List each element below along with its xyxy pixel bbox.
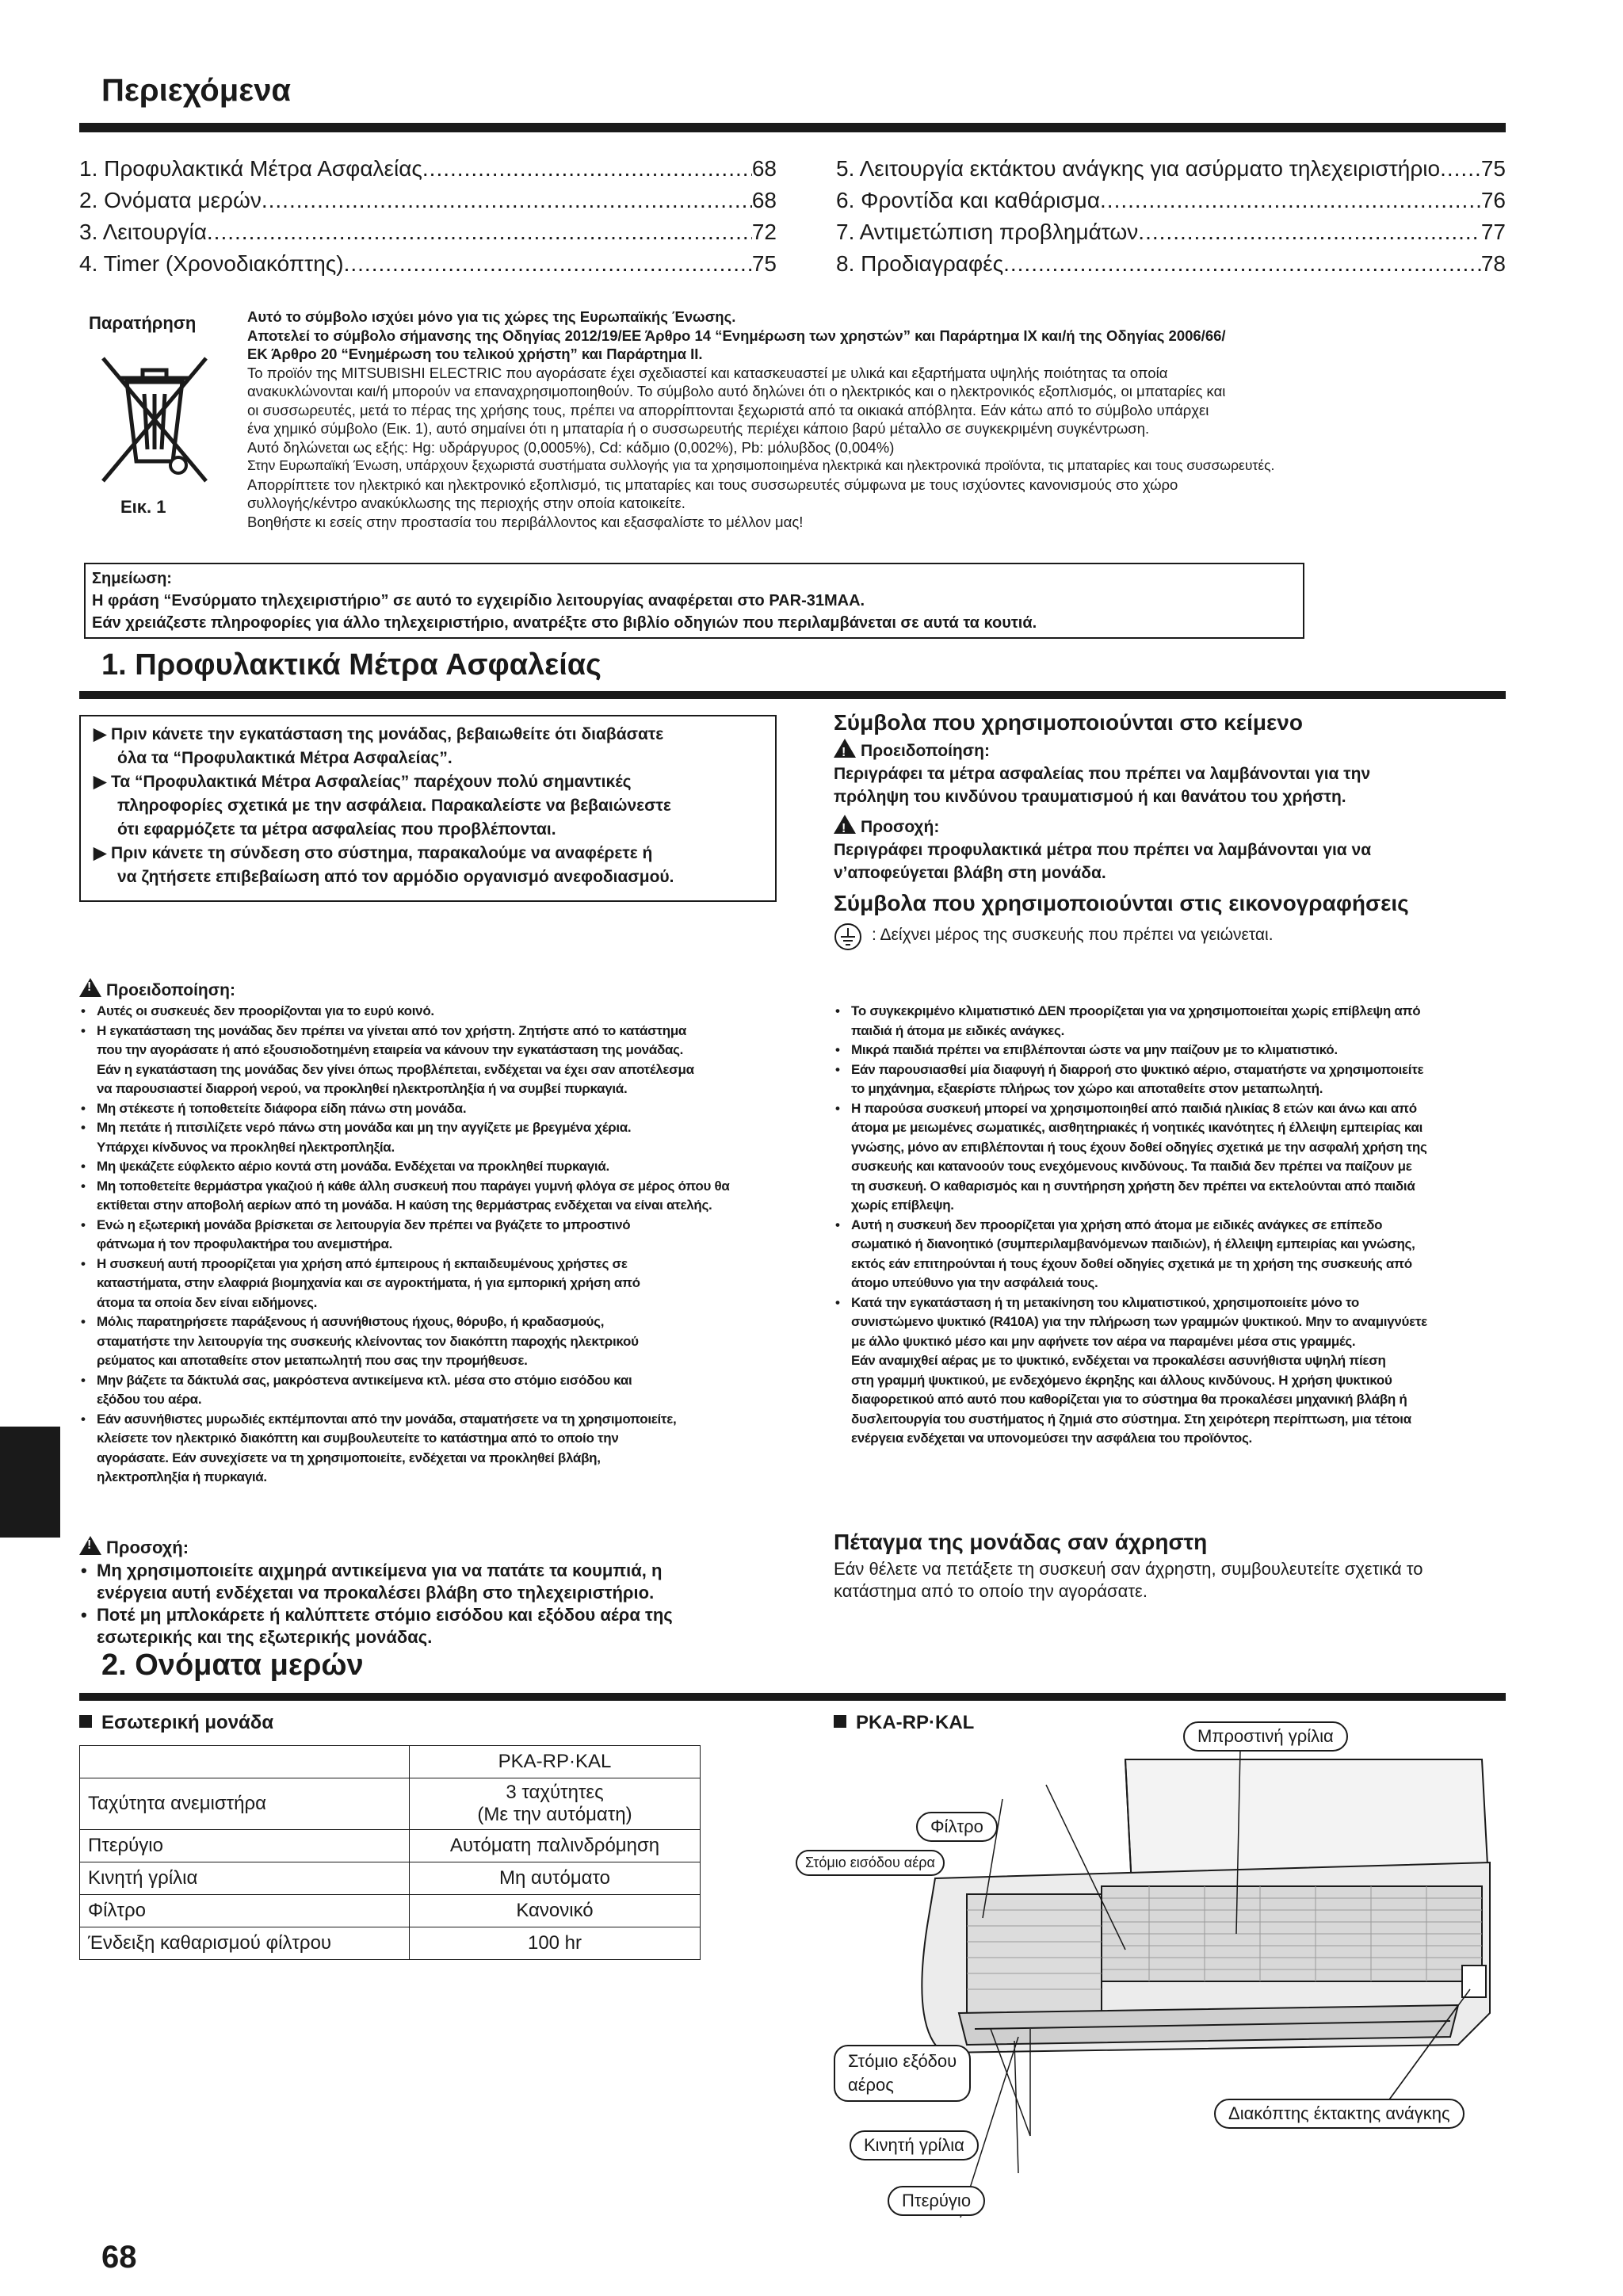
table-cell: Πτερύγιο bbox=[80, 1830, 410, 1862]
safety-box-line: ▶ Τα “Προφυλακτικά Μέτρα Ασφαλείας” παρέχουν πολύ σημαντικές bbox=[94, 773, 632, 791]
list-item-line: συσκευής και κατανοούν τους ενεχόμενους κινδύνους. Τα παιδιά δεν πρέπει να παίζουν με bbox=[851, 1159, 1412, 1174]
toc-item-page: 72 bbox=[751, 220, 777, 244]
list-item-line: • Μη τοποθετείτε θερμάστρα γκαζιού ή κάθε άλλη συσκευή που παράγει γυμνή φλόγα σε μέρος όπου θα bbox=[97, 1178, 730, 1194]
list-item-line: • Εάν ασυνήθιστες μυρωδιές εκπέμπονται από την μονάδα, σταματήσετε να τη χρησιμοποιείτε, bbox=[97, 1411, 677, 1427]
table-cell: Μη αυτόματο bbox=[410, 1862, 701, 1895]
toc-item-page: 76 bbox=[1480, 188, 1506, 212]
list-item bbox=[79, 1371, 808, 1410]
list-item bbox=[834, 1216, 1515, 1293]
toc-item-page: 68 bbox=[751, 188, 777, 212]
table-row bbox=[80, 1778, 701, 1830]
table-cell: 3 ταχύτητες (Με την αυτόματη) bbox=[410, 1778, 701, 1830]
callout-movable-grille: Κινητή γρίλια bbox=[850, 2130, 979, 2160]
list-item bbox=[79, 1177, 808, 1216]
safety-box-line: ▶ Πριν κάνετε τη σύνδεση στο σύστημα, παρακαλούμε να αναφέρετε ή bbox=[94, 844, 653, 862]
toc-leader bbox=[1138, 216, 1481, 248]
list-item-line: γνώσης, μόνο αν επιβλέπονται ή τους έχουν δοθεί οδηγίες σχετικά με την ασφαλή χρήση της bbox=[851, 1139, 1427, 1155]
warnings-left bbox=[79, 1002, 808, 1488]
toc-leader bbox=[422, 153, 752, 185]
toc-leader bbox=[262, 185, 752, 216]
table-row bbox=[80, 1746, 701, 1778]
title-rule bbox=[79, 123, 1506, 132]
page-number: 68 bbox=[101, 2240, 137, 2275]
section-1-title: 1. Προφυλακτικά Μέτρα Ασφαλείας bbox=[101, 648, 601, 682]
weee-line: Το προϊόν της MITSUBISHI ELECTRIC που αγοράσατε έχει σχεδιαστεί και κατασκευαστεί με υλικά και εξαρτήματα υψηλής ποιότητας τα οποία bbox=[247, 364, 1168, 381]
disposal-title: Πέταγμα της μονάδας σαν άχρηστη bbox=[834, 1530, 1208, 1554]
list-item-line: • Ποτέ μη μπλοκάρετε ή καλύπτετε στόμιο εισόδου και εξόδου αέρα της bbox=[97, 1605, 673, 1625]
weee-line: Βοηθήστε κι εσείς στην προστασία του περιβάλλοντος και εξασφαλίστε το μέλλον μας! bbox=[247, 513, 804, 530]
list-item-line: ενέργεια αυτή ενδέχεται να προκαλέσει βλάβη στο τηλεχειριστήριο. bbox=[97, 1583, 655, 1603]
list-item-line: • Αυτές οι συσκευές δεν προορίζονται για το ευρύ κοινό. bbox=[97, 1003, 434, 1018]
warnings-label: Προειδοποίηση: bbox=[106, 981, 235, 999]
list-item bbox=[79, 1118, 808, 1157]
list-item bbox=[79, 1022, 808, 1099]
toc-item[interactable] bbox=[79, 153, 777, 185]
list-item-line: • Μόλις παρατηρήσετε παράξενους ή ασυνήθιστους ήχους, θόρυβο, ή κραδασμούς, bbox=[97, 1314, 605, 1329]
list-item-line: αγοράσατε. Εάν συνεχίσετε να τη χρησιμοποιείτε, ενδέχεται να προκληθεί βλάβη, bbox=[97, 1450, 601, 1465]
note-text bbox=[92, 567, 1037, 634]
list-item bbox=[834, 1041, 1515, 1060]
list-item-line: • Η συσκευή αυτή προορίζεται για χρήση από έμπειρους ή εκπαιδευμένους χρήστες σε bbox=[97, 1255, 628, 1271]
weee-line: Απορρίπτετε τον ηλεκτρικό και ηλεκτρονικό εξοπλισμό, τις μπαταρίες και τους συσσωρευτές σύμφωνα με τους ισχύοντες κανονισμούς στο χώρο bbox=[247, 476, 1178, 493]
weee-bin-icon bbox=[95, 342, 214, 485]
toc-item[interactable] bbox=[79, 216, 777, 248]
callout-front-grille: Μπροστινή γρίλια bbox=[1183, 1721, 1348, 1752]
list-item-line: • Η παρούσα συσκευή μπορεί να χρησιμοποιηθεί από παιδιά ηλικίας 8 ετών και άνω και από bbox=[851, 1100, 1417, 1116]
warning-desc-2: πρόληψη του κινδύνου τραυματισμού ή και θανάτου του χρήστη. bbox=[834, 788, 1346, 806]
toc-item-label: 6. Φροντίδα και καθάρισμα bbox=[836, 188, 1101, 212]
list-item-line: εσωτερικής και της εξωτερικής μονάδας. bbox=[97, 1627, 433, 1647]
list-item bbox=[834, 1002, 1515, 1041]
list-item-line: φάτνωμα ή τον προφυλακτήρα του ανεμιστήρα. bbox=[97, 1236, 393, 1251]
list-item-line: σταματήστε την λειτουργία της συσκευής κλείνοντας τον διακόπτη παροχής ηλεκτρικού bbox=[97, 1333, 639, 1349]
weee-line: οι συσσωρευτές, μετά το πέρας της χρήσης τους, πρέπει να απορρίπτονται ξεχωριστά από τα οικιακά απόβλητα. Εάν κάτω από το σύμβολο υπάρχει bbox=[247, 401, 1209, 418]
caution-list bbox=[79, 1560, 792, 1648]
toc-item[interactable] bbox=[836, 153, 1506, 185]
list-item-line: στη γραμμή ψυκτικού, με ενδεχόμενο έκρηξης και άλλους κινδύνους. Η χρήση ψυκτικού bbox=[851, 1372, 1392, 1388]
list-item-line: δυσλειτουργία του συστήματος ή ζημιά στο σύστημα. Στη χειρότερη περίπτωση, μια τέτοια bbox=[851, 1411, 1411, 1427]
toc-left bbox=[79, 153, 777, 280]
list-item bbox=[79, 1560, 792, 1604]
toc-leader bbox=[207, 216, 752, 248]
disposal-line-1: Εάν θέλετε να πετάξετε τη συσκευή σαν άχρηστη, συμβουλευτείτε σχετικά το bbox=[834, 1559, 1423, 1579]
list-item-line: • Μη ψεκάζετε εύφλεκτο αέριο κοντά στη μονάδα. Ενδέχεται να προκληθεί πυρκαγιά. bbox=[97, 1159, 609, 1174]
toc-item-page: 78 bbox=[1480, 251, 1506, 276]
list-item-line: • Μη στέκεστε ή τοποθετείτε διάφορα είδη πάνω στη μονάδα. bbox=[97, 1100, 467, 1116]
list-item-line: διαφορετικού από αυτό που καθορίζεται για το σύστημα θα προκαλέσει μηχανική βλάβη ή bbox=[851, 1392, 1407, 1407]
section-1-rule bbox=[79, 691, 1506, 699]
list-item-line: Εάν η εγκατάσταση της μονάδας δεν γίνει όπως προβλέπεται, ενδέχεται να έχει σαν αποτέλεσμα bbox=[97, 1061, 694, 1077]
warning-triangle-icon bbox=[834, 739, 856, 758]
bullet-list bbox=[834, 1002, 1515, 1449]
table-cell: Κανονικό bbox=[410, 1895, 701, 1927]
list-item-line: συνιστώμενο ψυκτικό (R410A) για την πλήρωση των γραμμών ψυκτικού. Μην το αναμιγνύετε bbox=[851, 1314, 1427, 1329]
toc-item-label: 7. Αντιμετώπιση προβλημάτων bbox=[836, 220, 1139, 244]
list-item-line: παιδιά ή άτομα με ειδικές ανάγκες. bbox=[851, 1022, 1065, 1038]
toc-item[interactable] bbox=[79, 248, 777, 280]
toc-item-label: 1. Προφυλακτικά Μέτρα Ασφαλείας bbox=[79, 156, 422, 181]
table-cell: Ένδειξη καθαρισμού φίλτρου bbox=[80, 1927, 410, 1960]
toc-leader bbox=[1003, 248, 1481, 280]
note-line-1: Η φράση “Ενσύρματο τηλεχειριστήριο” σε αυτό το εγχειρίδιο λειτουργίας αναφέρεται στο PAR-31MAA. bbox=[92, 592, 865, 609]
caution-desc-2: ν’αποφεύγεται βλάβη στη μονάδα. bbox=[834, 864, 1106, 882]
weee-line: Αυτό δηλώνεται ως εξής: Hg: υδράργυρος (0,0005%), Cd: κάδμιο (0,002%), Pb: μόλυβδος (0,004%) bbox=[247, 438, 895, 456]
warning-label: Προειδοποίηση: bbox=[861, 742, 990, 760]
weee-line: ανακυκλώνονται και/ή μπορούν να επαναχρησιμοποιηθούν. Το σύμβολο αυτό δηλώνει ότι ο ηλεκτρικός και ο ηλεκτρονικός εξοπλισμός, οι μπαταρίες και bbox=[247, 383, 1226, 399]
toc-item-label: 2. Ονόματα μερών bbox=[79, 188, 262, 212]
caution-label-row bbox=[79, 1536, 189, 1558]
disposal-text bbox=[834, 1558, 1423, 1603]
toc-item-page: 77 bbox=[1480, 220, 1506, 244]
list-item-line: • Μη χρησιμοποιείτε αιχμηρά αντικείμενα για να πατάτε τα κουμπιά, η bbox=[97, 1561, 663, 1580]
weee-bold-line: ΕΚ Άρθρο 20 “Ενημέρωση του τελικού χρήστη” και Παράρτημα II. bbox=[247, 346, 703, 362]
list-item-line: χωρίς επίβλεψη. bbox=[851, 1198, 954, 1213]
list-item-line: ηλεκτροπληξία ή πυρκαγιά. bbox=[97, 1469, 267, 1484]
indoor-unit-title: Εσωτερική μονάδα bbox=[101, 1712, 274, 1733]
notice-label: Παρατήρηση bbox=[89, 313, 197, 333]
table-header: PKA-RP·KAL bbox=[410, 1746, 701, 1778]
list-item-line: • Μην βάζετε τα δάκτυλά σας, μακρόστενα αντικείμενα κτλ. μέσα στο στόμιο εισόδου και bbox=[97, 1372, 632, 1388]
bullet-list bbox=[79, 1560, 792, 1648]
toc-item-label: 8. Προδιαγραφές bbox=[836, 251, 1004, 276]
table-cell: Φίλτρο bbox=[80, 1895, 410, 1927]
list-item-line: ρεύματος και αποταθείτε στον μεταπωλητή που σας την προμήθευσε. bbox=[97, 1353, 528, 1368]
list-item bbox=[834, 1099, 1515, 1216]
weee-bold-line: Αυτό το σύμβολο ισχύει μόνο για τις χώρες της Ευρωπαϊκής Ένωσης. bbox=[247, 308, 736, 325]
caution-label: Προσοχή: bbox=[861, 818, 940, 836]
toc-item-page: 75 bbox=[751, 251, 777, 276]
bullet-list bbox=[79, 1002, 808, 1488]
list-item bbox=[79, 1604, 792, 1648]
figure-label: Εικ. 1 bbox=[120, 497, 166, 517]
weee-text bbox=[247, 308, 1507, 531]
list-item bbox=[79, 1255, 808, 1313]
list-item bbox=[834, 1293, 1515, 1449]
list-item-line: άτομα με μειωμένες σωματικές, αισθητηριακές ή νοητικές ικανότητες ή έλλειψη εμπειρίας και bbox=[851, 1120, 1423, 1135]
warnings-right bbox=[834, 1002, 1515, 1449]
note-line-2: Εάν χρειάζεστε πληροφορίες για άλλο τηλεχειριστήριο, ανατρέξτε στο βιβλίο οδηγιών που περιλαμβάνεται σε αυτά τα κουτιά. bbox=[92, 614, 1037, 632]
ground-icon bbox=[834, 923, 862, 951]
caution-block-label: Προσοχή: bbox=[106, 1538, 189, 1557]
indoor-unit-heading bbox=[79, 1712, 273, 1734]
list-item-line: εκτίθεται στην αποβολή αερίων από τη μονάδα. Η καύση της θερμάστρας ενδέχεται να είναι ατελής. bbox=[97, 1198, 712, 1213]
list-item-line: Υπάρχει κίνδυνος να προκληθεί ηλεκτροπληξία. bbox=[97, 1139, 395, 1155]
page-title: Περιεχόμενα bbox=[101, 73, 292, 108]
section-2-title: 2. Ονόματα μερών bbox=[101, 1648, 364, 1682]
table-row bbox=[80, 1927, 701, 1960]
toc-leader bbox=[1100, 185, 1481, 216]
toc-item-label: 5. Λειτουργία εκτάκτου ανάγκης για ασύρματο τηλεχειριστήριο bbox=[836, 156, 1441, 181]
toc-item-label: 4. Timer (Χρονοδιακόπτης) bbox=[79, 251, 344, 276]
caution-triangle-icon bbox=[834, 815, 856, 834]
toc-item[interactable] bbox=[79, 185, 777, 216]
list-item bbox=[834, 1060, 1515, 1099]
weee-line: ένα χημικό σύμβολο (Εικ. 1), αυτό σημαίνει ότι η μπαταρία ή ο συσσωρευτής περιέχει κάποιο βαρύ μέταλλο σε συγκεκριμένη συγκέντρωση. bbox=[247, 420, 1150, 437]
list-item-line: εκτός εάν επιτηρούνται ή τους έχουν δοθεί οδηγίες σχετικά με τη χρήση της συσκευής από bbox=[851, 1255, 1412, 1271]
safety-box-text bbox=[94, 723, 775, 889]
toc-leader bbox=[344, 248, 752, 280]
list-item-line: • Η εγκατάσταση της μονάδας δεν πρέπει να γίνεται από τον χρήστη. Ζητήστε από το κατάστημα bbox=[97, 1022, 687, 1038]
list-item-line: • Μικρά παιδιά πρέπει να επιβλέπονται ώστε να μην παίζουν με το κλιματιστικό. bbox=[851, 1042, 1338, 1057]
list-item-line: άτομα τα οποία δεν είναι ειδήμονες. bbox=[97, 1294, 318, 1310]
spec-table bbox=[79, 1745, 701, 1960]
safety-box-line: πληροφορίες σχετικά με την ασφάλεια. Παρακαλείστε να βεβαιώνεστε bbox=[117, 797, 671, 815]
list-item bbox=[79, 1216, 808, 1255]
table-cell: 100 hr bbox=[410, 1927, 701, 1960]
list-item bbox=[79, 1157, 808, 1177]
list-item-line: • Αυτή η συσκευή δεν προορίζεται για χρήση από άτομα με ειδικές ανάγκες σε επίπεδο bbox=[851, 1217, 1383, 1232]
bullet-square-icon bbox=[79, 1715, 92, 1728]
safety-box-line: ▶ Πριν κάνετε την εγκατάσταση της μονάδας, βεβαιωθείτε ότι διαβάσατε bbox=[94, 725, 664, 743]
toc-item-label: 3. Λειτουργία bbox=[79, 220, 207, 244]
toc-item-page: 75 bbox=[1480, 156, 1506, 181]
warnings-triangle-icon bbox=[79, 978, 101, 997]
table-row bbox=[80, 1895, 701, 1927]
list-item-line: • Ενώ η εξωτερική μονάδα βρίσκεται σε λειτουργία δεν πρέπει να βγάζετε το μπροστινό bbox=[97, 1217, 631, 1232]
table-cell bbox=[80, 1746, 410, 1778]
list-item-line: εξόδου του αέρα. bbox=[97, 1392, 202, 1407]
table-cell: Ταχύτητα ανεμιστήρα bbox=[80, 1778, 410, 1830]
safety-box-line: ότι εφαρμόζετε τα μέτρα ασφαλείας που προβλέπονται. bbox=[117, 820, 556, 839]
list-item bbox=[79, 1312, 808, 1371]
callout-air-inlet: Στόμιο εισόδου αέρα bbox=[796, 1850, 945, 1876]
list-item-line: • Το συγκεκριμένο κλιματιστικό ΔΕΝ προορίζεται για να χρησιμοποιείται χωρίς επίβλεψη από bbox=[851, 1003, 1421, 1018]
list-item-line: ενέργεια ενδέχεται να υπονομεύσει την ασφάλεια του προϊόντος. bbox=[851, 1431, 1252, 1446]
table-row bbox=[80, 1862, 701, 1895]
list-item-line: • Εάν παρουσιασθεί μία διαφυγή ή διαρροή στο ψυκτικό αέριο, σταματήστε να χρησιμοποιείτε bbox=[851, 1061, 1424, 1077]
toc-item[interactable] bbox=[836, 185, 1506, 216]
list-item-line: τη συσκευή. Ο καθαρισμός και η συντήρηση χρήστη δεν πρέπει να εκτελούνται από παιδιά bbox=[851, 1178, 1415, 1194]
list-item bbox=[79, 1099, 808, 1119]
warnings-label-row bbox=[79, 978, 235, 1000]
list-item-line: που την αγοράσατε ή από εξουσιοδοτημένη εταιρεία να κάνουν την εγκατάσταση της μονάδας. bbox=[97, 1042, 684, 1057]
weee-line: συλλογής/κέντρο ανακύκλωσης της περιοχής στην οποία κατοικείτε. bbox=[247, 495, 685, 511]
model-title: PKA-RP·KAL bbox=[856, 1712, 975, 1733]
list-item-line: να παρουσιαστεί διαρροή νερού, να προκληθεί ηλεκτροπληξία ή να συμβεί πυρκαγιά. bbox=[97, 1081, 628, 1096]
ground-desc: : Δείχνει μέρος της συσκευής που πρέπει να γειώνεται. bbox=[872, 926, 1274, 944]
side-tab bbox=[0, 1427, 60, 1538]
warning-desc-1: Περιγράφει τα μέτρα ασφαλείας που πρέπει να λαμβάνονται για την bbox=[834, 765, 1371, 783]
list-item-line: με άλλο ψυκτικό μέσο και μην αφήνετε τον αέρα να παραμένει μέσα στις γραμμές. bbox=[851, 1333, 1356, 1349]
weee-bold-line: Αποτελεί το σύμβολο σήμανσης της Οδηγίας 2012/19/ΕΕ Άρθρο 14 “Ενημέρωση των χρηστών” και Παράρτημα IX και/ή της Οδηγίας 2006/66/ bbox=[247, 327, 1226, 344]
symbols-title: Σύμβολα που χρησιμοποιούνται στο κείμενο bbox=[834, 710, 1303, 735]
list-item bbox=[79, 1410, 808, 1488]
caution-block-triangle-icon bbox=[79, 1536, 101, 1555]
list-item-line: καταστήματα, στην ελαφριά βιομηχανία και σε αγροκτήματα, ή για εμπορική χρήση από bbox=[97, 1275, 640, 1290]
toc-item[interactable] bbox=[836, 248, 1506, 280]
caution-desc-1: Περιγράφει προφυλακτικά μέτρα που πρέπει να λαμβάνονται για να bbox=[834, 841, 1372, 859]
callout-air-outlet: Στόμιο εξόδου αέρος bbox=[834, 2045, 971, 2102]
list-item-line: • Κατά την εγκατάσταση ή τη μετακίνηση του κλιματιστικού, χρησιμοποιείτε μόνο το bbox=[851, 1294, 1359, 1310]
list-item-line: σωματικό ή διανοητικό (συμπεριλαμβανόμενων παιδιών), ή έλλειψη εμπειρίας και γνώσης, bbox=[851, 1236, 1415, 1251]
weee-line: Στην Ευρωπαϊκή Ένωση, υπάρχουν ξεχωριστά συστήματα συλλογής για τα χρησιμοποιημένα ηλεκτρικά και ηλεκτρονικά προϊόντα, τις μπαταρίες και τους συσσωρευτές. bbox=[247, 457, 1275, 473]
list-item-line: Εάν αναμιχθεί αέρας με το ψυκτικό, ενδέχεται να προκαλέσει ασυνήθιστα υψηλή πίεση bbox=[851, 1353, 1386, 1368]
list-item bbox=[79, 1002, 808, 1022]
toc-item[interactable] bbox=[836, 216, 1506, 248]
callout-emergency-switch: Διακόπτης έκτακτης ανάγκης bbox=[1214, 2099, 1465, 2129]
list-item-line: άτομο υπεύθυνο για την ασφάλειά τους. bbox=[851, 1275, 1098, 1290]
toc-leader bbox=[1440, 153, 1481, 185]
table-row bbox=[80, 1830, 701, 1862]
warning-symbol-block bbox=[834, 739, 1507, 884]
toc-item-page: 68 bbox=[751, 156, 777, 181]
table-cell: Κινητή γρίλια bbox=[80, 1862, 410, 1895]
toc-right bbox=[836, 153, 1506, 280]
list-item-line: το μηχάνημα, εξαερίστε πλήρως τον χώρο και αποταθείτε στον μεταπωλητή. bbox=[851, 1081, 1323, 1096]
callout-filter: Φίλτρο bbox=[916, 1812, 998, 1842]
illustration-symbols-title: Σύμβολα που χρησιμοποιούνται στις εικονογραφήσεις bbox=[834, 891, 1409, 915]
table-cell: Αυτόματη παλινδρόμηση bbox=[410, 1830, 701, 1862]
note-label: Σημείωση: bbox=[92, 570, 172, 587]
callout-vane: Πτερύγιο bbox=[888, 2186, 985, 2216]
disposal-line-2: κατάστημα από το οποίο την αγοράσατε. bbox=[834, 1581, 1148, 1601]
list-item-line: • Μη πετάτε ή πιτσιλίζετε νερό πάνω στη μονάδα και μη την αγγίζετε με βρεγμένα χέρια. bbox=[97, 1120, 632, 1135]
section-2-rule bbox=[79, 1693, 1506, 1701]
safety-box-line: όλα τα “Προφυλακτικά Μέτρα Ασφαλείας”. bbox=[117, 749, 453, 767]
safety-box-line: να ζητήσετε επιβεβαίωση από τον αρμόδιο οργανισμό ανεφοδιασμού. bbox=[117, 868, 674, 886]
bullet-square-icon bbox=[834, 1715, 846, 1728]
list-item-line: κλείσετε τον ηλεκτρικό διακόπτη και συμβουλευτείτε το κατάστημα από το οποίο την bbox=[97, 1431, 619, 1446]
